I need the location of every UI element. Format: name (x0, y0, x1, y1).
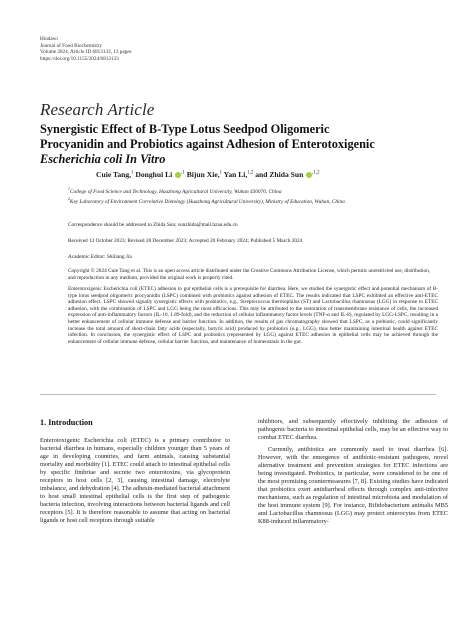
article-title (40, 122, 440, 168)
article-type: Research Article (40, 100, 155, 119)
license-text: Copyright © 2024 Cuie Tang et al. This is an open access article distributed under the Creative Commons Attribution License, which permits unrestricted use, distribution, and reproduction in any medium, provided the original work is properly cited. (68, 268, 431, 281)
author-name: Yan Li, (223, 170, 248, 179)
affiliation-1 (68, 186, 388, 195)
author-name: and Zhida Sun (255, 170, 304, 179)
correspondence: Correspondence should be addressed to Zhida Sun; sunzhida@mail.hzau.edu.cn (68, 222, 238, 228)
publisher: Hindawi (40, 36, 58, 42)
intro-paragraph-right-2: Currently, antibiotics are commonly used to treat diarrhea [6]. However, with the emergence of antibiotic-resistant pathogens, novel alternative treatment and prevention strategies for ETEC infections are being investigated. Probiotics, in particular, were considered to be one of the most promising countermeasures [7, 8]. Existing studies have indicated that probiotics exert antidiarrheal effects through complex anti-infective mechanisms, such as regulation of intestinal microbiota and modulation of the host immune system [9]. For instance, Bifidobacterium animalis MB5 and Lactobacillus rhamnosus (LGG) may protect enterocytes from ETEC K88-induced inflammatory- (258, 446, 448, 526)
doi-link[interactable]: https://doi.org/10.1155/2024/6813133 (40, 55, 119, 62)
author-affil-sup: 1 (131, 170, 134, 176)
volume-info: Volume 2024, Article ID 6813133, 13 pages (40, 49, 132, 56)
author-list (96, 170, 319, 179)
publication-dates: Received 13 October 2023; Revised 28 December 2023; Accepted 20 February 2024; Published 5 March 2024 (68, 238, 303, 244)
author-name: Donghui Li (135, 170, 173, 179)
author-affil-sup: 1 (219, 170, 223, 176)
academic-editor: Academic Editor: Shiliang Jia (68, 254, 132, 260)
author-name: Bijun Xie, (186, 170, 220, 179)
author-name: Cuie Tang, (96, 170, 132, 179)
title-line-2: Procyanidin and Probiotics against Adhesion of Enterotoxigenic (40, 137, 375, 152)
title-line-3: Escherichia coli In Vitro (40, 152, 166, 167)
journal-name: Journal of Food Biochemistry (40, 42, 103, 49)
affiliation-text: Key Laboratory of Environment Correlative Dietology (Huazhong Agricultural University), Ministry of Education, Wuhan, China (69, 198, 345, 205)
journal-info (40, 36, 132, 62)
affiliation-number: 2 (68, 197, 70, 201)
intro-paragraph-right-1: inhibitors, and subsequently effectively inhibiting the adhesion of pathogenic bacteria to intestinal epithelial cells, may be an effective way to combat ETEC diarrhea. (258, 418, 448, 442)
affiliation-text: College of Food Science and Technology, Huazhong Agricultural University, Wuhan 430070, China (69, 188, 282, 195)
title-line-1: Synergistic Effect of B-Type Lotus Seedpod Oligomeric (40, 122, 330, 136)
abstract: Enterotoxigenic Escherichia coli (ETEC) adhesion to gut epithelial cells is a prerequisite for diarrhea. Here, we studied the synergistic effect and potential mechanism of B-type lotus seedpod oligomeric procyanidin (LSPC) combined with probiotics against adhesion of ETEC. The results indicated that LSPC exhibited an effective anti-ETEC adhesion effect. LSPC showed signally synergistic effects with probiotics, e.g., Streptococcus thermophilus (ST) and Lactobacillus rhamnosus (LGG) in response to ETEC adhesion, with the combination of LSPC and LGG being the most efficacious. This may be attributed to the restoration of transmembrane resistance of cells, the increased expression of anti-inflammatory factors (IL-10, 1.89-fold), and the reduction of cellular inflammatory factor levels (TNF-α and IL-8), regulated by LGG-LSPC, resulting in a better enhancement of cellular immune defense and barrier function. In addition, the results of gas chromatography showed that LSPC, as a prebiotic, could significantly increase the total amount of short-chain fatty acids (especially, butyric acid) produced by probiotics (e.g., LGG), thus better maintaining intestinal health against ETEC infection. In conclusion, the synergistic effect of LSPC and probiotics (represented by LGG) against ETEC adhesion in epithelial cells may be achieved through the enhancement of cellular immune defense, cellular barrier function, and maintenance of homeostasis in the gut. (68, 286, 438, 345)
author-affil-sup: 1,2 (247, 170, 254, 176)
author-affil-sup: ,1,2 (312, 170, 320, 176)
section-heading: 1. Introduction (40, 418, 93, 427)
affiliation-2 (68, 196, 388, 205)
author-affil-sup: ,1 (181, 170, 185, 176)
intro-paragraph-left: Enterotoxigenic Escherichia coli (ETEC) is a primary contributor to bacterial diarrhea in humans, especially children younger than 5 years of age in developing countries, and farm animals, causing substantial mortality and morbidity [1]. ETEC could attach to intestinal epithelial cells by specific fimbriae and secrete two enterotoxins, via glycoprotein receptors in host cells [2, 3], causing intestinal damage, electrolyte imbalance, and dehydration [4]. The adhesin-mediated bacterial attachment to host small intestinal epithelial cells is the first step of pathogenic bacteria infection, involving interactions between bacterial ligands and cell receptors [5]. It is therefore reasonable to assume that acting on bacterial ligands or host cell receptors through suitable (40, 437, 230, 525)
affiliation-number: 1 (68, 187, 70, 191)
section-divider (40, 394, 436, 395)
